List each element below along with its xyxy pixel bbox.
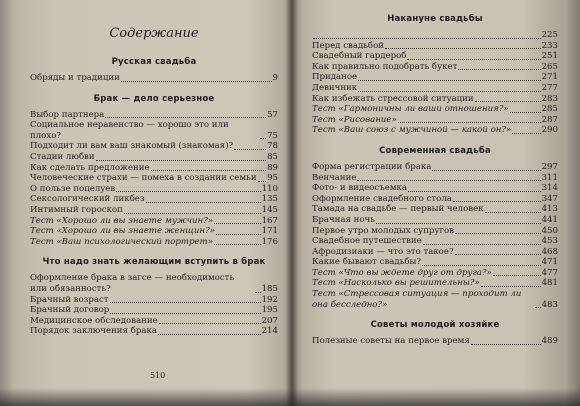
- dot-leader: [313, 38, 541, 39]
- toc-entry-title: Тест «Насколько вы решительны?»: [312, 278, 480, 289]
- dot-leader: [455, 254, 541, 255]
- toc-entry-title: Первое утро молодых супругов: [312, 225, 454, 236]
- toc-entry-title: Форма регистрации брака: [312, 161, 432, 172]
- toc-entry-title: Выбор партнера: [30, 109, 105, 120]
- toc-entry-page: 251: [541, 51, 558, 62]
- dot-leader: [116, 191, 260, 192]
- toc-entry-page: 89: [267, 162, 278, 173]
- toc-entry: [312, 83, 558, 94]
- dot-leader: [485, 212, 541, 213]
- toc-entry: [30, 194, 278, 205]
- dot-leader: [214, 223, 261, 224]
- toc-entry: [312, 125, 558, 136]
- toc-entry-page: 176: [261, 236, 278, 247]
- page-title: Содержание: [109, 26, 199, 41]
- toc-entry-title: Интимный гороскоп: [30, 204, 123, 215]
- toc-entry-page: 167: [261, 215, 278, 226]
- toc-entry-page: 489: [541, 336, 558, 347]
- toc-entry: [312, 115, 558, 126]
- toc-entry: [30, 326, 278, 337]
- left-toc: [30, 57, 278, 337]
- toc-entry: [312, 51, 558, 62]
- toc-entry-page: 265: [541, 61, 558, 72]
- toc-entry-page: 287: [541, 114, 558, 125]
- toc-entry-page: 277: [541, 82, 558, 93]
- toc-entry-page: 233: [541, 40, 558, 51]
- toc-entry: [312, 204, 558, 215]
- toc-entry: [312, 162, 558, 173]
- toc-entry-title: Какие бывают свадьбы?: [312, 257, 421, 268]
- dot-leader: [96, 160, 266, 161]
- toc-entry-title: О пользе поцелуев: [30, 183, 116, 194]
- dot-leader: [146, 202, 261, 203]
- dot-leader: [358, 80, 540, 81]
- toc-entry-title: Тест «Ваш психологический портрет»: [30, 236, 214, 247]
- section-heading: Советы молодой хозяйке: [370, 320, 500, 331]
- toc-entry-title: Тест «Что вы ждете друг от друга?»: [312, 267, 492, 278]
- dot-leader: [423, 244, 541, 245]
- dot-leader: [121, 81, 272, 82]
- dot-leader: [408, 191, 541, 192]
- bottom-shadow: [0, 388, 580, 406]
- dot-leader: [159, 323, 261, 324]
- toc-entry: [312, 30, 558, 41]
- toc-entry-title: Тест «Стрессовая ситуация — проходит ли она бесследно?»: [312, 289, 522, 310]
- toc-entry: [30, 316, 278, 327]
- toc-entry: [312, 215, 558, 226]
- toc-entry-page: 468: [541, 246, 558, 257]
- toc-entry-page: 78: [267, 141, 278, 152]
- section-heading: Современная свадьба: [379, 145, 491, 156]
- toc-entry-title: Как избежать стрессовой ситуации: [312, 93, 474, 104]
- toc-entry: [312, 173, 558, 184]
- toc-entry-title: Свадебный гардероб: [312, 51, 407, 62]
- toc-entry: [312, 194, 558, 205]
- toc-entry-page: 450: [541, 225, 558, 236]
- dot-leader: [493, 275, 541, 276]
- toc-entry-title: Тест «Хорошо ли вы знаете женщин?»: [30, 226, 215, 237]
- toc-entry-title: Оформление свадебного стола: [312, 193, 452, 204]
- dot-leader: [458, 69, 540, 70]
- toc-entry-page: 185: [261, 283, 278, 294]
- toc-entry: [30, 163, 278, 174]
- toc-entry-page: 195: [261, 305, 278, 316]
- toc-entry-title: Порядок заключения брака: [30, 326, 157, 337]
- toc-entry: [30, 141, 278, 152]
- section-heading: Брак — дело серьезное: [93, 93, 215, 104]
- toc-entry-page: 285: [541, 104, 558, 115]
- toc-entry-title: Афродизиаки — что это такое?: [312, 246, 454, 257]
- dot-leader: [158, 334, 261, 335]
- dot-leader: [455, 233, 541, 234]
- dot-leader: [358, 91, 540, 92]
- book-spine: [286, 0, 298, 406]
- dot-leader: [110, 313, 260, 314]
- dot-leader: [376, 223, 541, 224]
- dot-leader: [475, 101, 541, 102]
- toc-entry-title: Полезные советы на первое время: [312, 336, 470, 347]
- toc-entry: [312, 247, 558, 258]
- toc-entry: [312, 41, 558, 52]
- toc-entry: [30, 110, 278, 121]
- toc-entry-page: 271: [541, 72, 558, 83]
- section-heading: Русская свадьба: [111, 57, 197, 67]
- toc-entry-page: 145: [261, 204, 278, 215]
- dot-leader: [398, 122, 541, 123]
- toc-entry: [312, 94, 558, 105]
- toc-entry-page: 214: [261, 326, 278, 337]
- dot-leader: [535, 307, 541, 308]
- toc-entry-page: 290: [541, 125, 558, 136]
- toc-entry-title: Как сделать предложение: [30, 162, 150, 173]
- dot-leader: [422, 265, 541, 266]
- page-number: 510: [150, 371, 166, 380]
- toc-entry-title: Свадебное путешествие: [312, 236, 422, 247]
- toc-entry: [30, 173, 278, 184]
- toc-entry: [312, 268, 558, 279]
- toc-entry-title: Человеческие страхи — помеха в создании семьи: [30, 173, 257, 184]
- dot-leader: [385, 48, 541, 49]
- toc-entry-title: Брачная ночь: [312, 214, 375, 225]
- section-heading: Накануне свадьбы: [387, 14, 483, 24]
- toc-entry: [30, 273, 278, 294]
- toc-entry-title: Тест «Ваш союз с мужчиной — какой он?»: [312, 125, 512, 136]
- dot-leader: [234, 149, 266, 150]
- right-toc: [312, 14, 558, 347]
- toc-entry-title: Тамада на свадьбе — первый человек: [312, 204, 484, 215]
- toc-entry-title: Тест «Гармоничны ли ваши отношения?»: [312, 104, 509, 115]
- toc-entry-title: Тест «Рисование»: [312, 114, 397, 125]
- toc-entry-page: 297: [541, 161, 558, 172]
- toc-entry: [30, 216, 278, 227]
- toc-entry-title: Брачный договор: [30, 305, 110, 316]
- toc-entry-page: 75: [267, 130, 278, 141]
- toc-entry: [30, 295, 278, 306]
- toc-entry-title: Перед свадьбой: [312, 40, 385, 51]
- toc-entry-page: 192: [261, 294, 278, 305]
- dot-leader: [151, 170, 266, 171]
- toc-entry: [30, 184, 278, 195]
- dot-leader: [214, 244, 261, 245]
- toc-entry-page: 483: [541, 299, 558, 310]
- toc-entry: [312, 104, 558, 115]
- dot-leader: [357, 180, 540, 181]
- toc-entry: [312, 62, 558, 73]
- toc-entry-page: 453: [541, 236, 558, 247]
- toc-entry: [30, 120, 278, 141]
- toc-entry: [30, 305, 278, 316]
- right-page: [292, 0, 580, 406]
- toc-entry-page: 57: [267, 109, 278, 120]
- dot-leader: [453, 201, 541, 202]
- toc-entry-title: Оформление брака в загсе — необходимость или обязанность?: [30, 273, 235, 294]
- toc-entry: [312, 336, 558, 347]
- toc-entry-page: 135: [261, 194, 278, 205]
- dot-leader: [407, 59, 540, 60]
- dot-leader: [512, 133, 540, 134]
- toc-entry-title: Медицинское обследование: [30, 315, 158, 326]
- dot-leader: [258, 181, 267, 182]
- toc-entry: [312, 289, 558, 310]
- toc-entry: [312, 183, 558, 194]
- dot-leader: [124, 213, 261, 214]
- toc-entry: [312, 257, 558, 268]
- dot-leader: [260, 138, 266, 139]
- toc-entry: [312, 72, 558, 83]
- toc-entry-title: Обряды и традиции: [30, 73, 120, 83]
- toc-entry-page: 171: [261, 226, 278, 237]
- toc-entry-page: 225: [541, 30, 558, 40]
- toc-entry-page: 347: [541, 193, 558, 204]
- dot-leader: [481, 286, 541, 287]
- toc-entry: [312, 278, 558, 289]
- toc-entry-page: 413: [541, 204, 558, 215]
- toc-entry-title: Стадии любви: [30, 151, 95, 162]
- toc-entry-page: 283: [541, 93, 558, 104]
- toc-entry-title: Как правильно подобрать букет: [312, 61, 458, 72]
- toc-entry-page: 471: [541, 257, 558, 268]
- dot-leader: [110, 302, 261, 303]
- toc-entry-title: Фото- и видеосъемка: [312, 183, 407, 194]
- toc-entry: [30, 73, 278, 84]
- dot-leader: [432, 170, 540, 171]
- toc-entry-page: 441: [541, 214, 558, 225]
- dot-leader: [216, 234, 261, 235]
- toc-entry-page: 481: [541, 278, 558, 289]
- toc-entry: [312, 226, 558, 237]
- toc-entry-title: Приданое: [312, 72, 358, 83]
- toc-entry-page: 477: [541, 267, 558, 278]
- dot-leader: [255, 292, 261, 293]
- toc-entry-page: 207: [261, 315, 278, 326]
- toc-entry-title: Социальное неравенство — хорошо это или плохо?: [30, 120, 229, 141]
- toc-entry-page: 95: [267, 173, 278, 184]
- toc-entry-page: 9: [272, 73, 278, 83]
- toc-entry-page: 311: [541, 172, 558, 183]
- toc-entry-page: 110: [261, 183, 278, 194]
- toc-entry: [30, 205, 278, 216]
- section-heading: Что надо знать желающим вступить в брак: [42, 257, 266, 268]
- toc-entry: [30, 152, 278, 163]
- toc-entry: [312, 236, 558, 247]
- toc-entry-page: 85: [267, 151, 278, 162]
- toc-entry: [30, 226, 278, 237]
- toc-entry-title: Брачный возраст: [30, 294, 109, 305]
- toc-entry-title: Венчание: [312, 172, 357, 183]
- dot-leader: [510, 112, 541, 113]
- toc-entry-title: Подходит ли вам ваш знакомый (знакомая)?: [30, 141, 234, 152]
- toc-entry: [30, 237, 278, 248]
- toc-entry-title: Девичник: [312, 82, 358, 93]
- dot-leader: [471, 344, 541, 345]
- toc-entry-page: 314: [541, 183, 558, 194]
- dot-leader: [105, 117, 266, 118]
- toc-entry-title: Сексологический ликбез: [30, 194, 145, 205]
- toc-entry-title: Тест «Хорошо ли вы знаете мужчин?»: [30, 215, 214, 226]
